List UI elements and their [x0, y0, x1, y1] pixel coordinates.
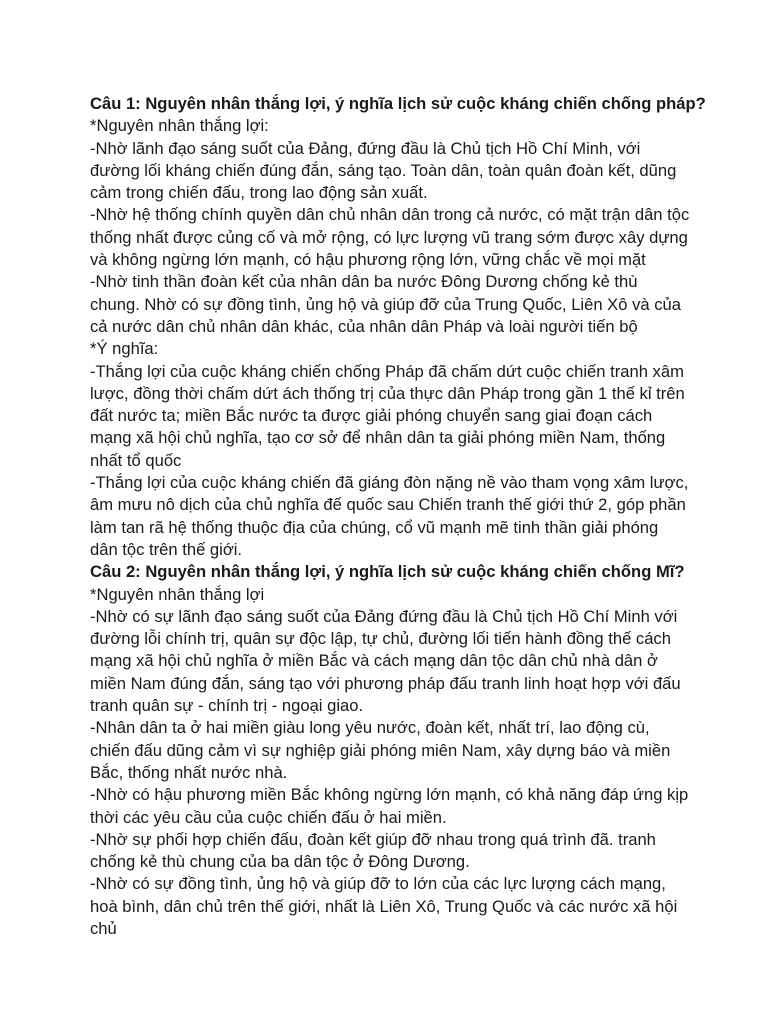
q2-cause-paragraph: -Nhờ sự phối hợp chiến đấu, đoàn kết giúp đỡ nhau trong quá trình đã. tranh chống kẻ thù chung của ba dân tộc ở Đông Dương.	[90, 829, 656, 872]
q2-cause-paragraph: -Nhờ có hậu phương miền Bắc không ngừng lớn mạnh, có khả năng đáp ứng kịp thời các yêu cầu của cuộc chiến đấu ở hai miền.	[90, 785, 689, 827]
q2-causes-title: *Nguyên nhân thắng lợi	[90, 584, 265, 604]
q1-cause-paragraph: -Nhờ lãnh đạo sáng suốt của Đảng, đứng đầu là Chủ tịch Hồ Chí Minh, với đường lối kháng chiến đúng đắn, sáng tạo. Toàn dân, toàn quân đoàn kết, dũng cảm trong chiến đấu, trong lao động sản xuất.	[90, 138, 677, 203]
q1-cause-paragraph: -Nhờ hệ thống chính quyền dân chủ nhân dân trong cả nước, có mặt trận dân tộc thống nhất được củng cố và mở rộng, có lực lượng vũ trang sớm được xây dựng và không ngừng lớn mạnh, có hậu phương rộng lớn, vững chắc về mọi mặt	[90, 205, 690, 270]
q1-cause-paragraph: -Nhờ tinh thần đoàn kết của nhân dân ba nước Đông Dương chống kẻ thù chung. Nhờ có sự đồng tình, ủng hộ và giúp đỡ của Trung Quốc, Liên Xô và của cả nước dân chủ nhân dân khác, của nhân dân Pháp và loài người tiến bộ	[90, 272, 681, 336]
question-1-heading: Câu 1: Nguyên nhân thắng lợi, ý nghĩa lịch sử cuộc kháng chiến chống pháp?	[90, 94, 706, 113]
q1-meaning-paragraph: -Thắng lợi của cuộc kháng chiến đã giáng đòn nặng nề vào tham vọng xâm lược, âm mưu nô dịch của chủ nghĩa đế quốc sau Chiến tranh thế giới thứ 2, góp phần làm tan rã hệ thống thuộc địa của chúng, cổ vũ mạnh mẽ tinh thần giải phóng dân tộc trên thế giới.	[90, 473, 689, 559]
q1-causes-title: *Nguyên nhân thắng lợi:	[90, 116, 269, 136]
q2-cause-paragraph: -Nhờ có sự đồng tình, ủng hộ và giúp đỡ to lớn của các lực lượng cách mạng, hoà bình, dân chủ trên thế giới, nhất là Liên Xô, Trung Quốc và các nước xã hội chủ	[90, 874, 678, 938]
q1-meaning-title: *Ý nghĩa:	[90, 339, 159, 359]
q1-meaning-paragraph: -Thắng lợi của cuộc kháng chiến chống Pháp đã chấm dứt cuộc chiến tranh xâm lược, đồng thời chấm dứt ách thống trị của thực dân Pháp trong gần 1 thế kỉ trên đất nước ta; miền Bắc nước ta được giải phóng chuyển sang giai đoạn cách mạng xã hội chủ nghĩa, tạo cơ sở để nhân dân ta giải phóng miền Nam, thống nhất tổ quốc	[90, 361, 685, 470]
q2-cause-paragraph: -Nhân dân ta ở hai miền giàu long yêu nước, đoàn kết, nhất trí, lao động cù, chiến đấu dũng cảm vì sự nghiệp giải phóng miên Nam, xây dựng báo và miền Bắc, thống nhất nước nhà.	[90, 718, 671, 782]
question-2-heading: Câu 2: Nguyên nhân thắng lợi, ý nghĩa lịch sử cuộc kháng chiến chống Mĩ?	[90, 562, 685, 582]
document-body	[90, 93, 706, 940]
q2-cause-paragraph: -Nhờ có sự lãnh đạo sáng suốt của Đảng đứng đầu là Chủ tịch Hồ Chí Minh với đường lỗi chính trị, quân sự độc lập, tự chủ, đường lối tiến hành đồng thế cách mạng xã hội chủ nghĩa ở miền Bắc và cách mạng dân tộc dân chủ nhà dân ở miền Nam đúng đắn, sáng tạo với phương pháp đấu tranh linh hoạt hợp với đấu tranh quân sự - chính trị - ngoại giao.	[90, 606, 681, 716]
